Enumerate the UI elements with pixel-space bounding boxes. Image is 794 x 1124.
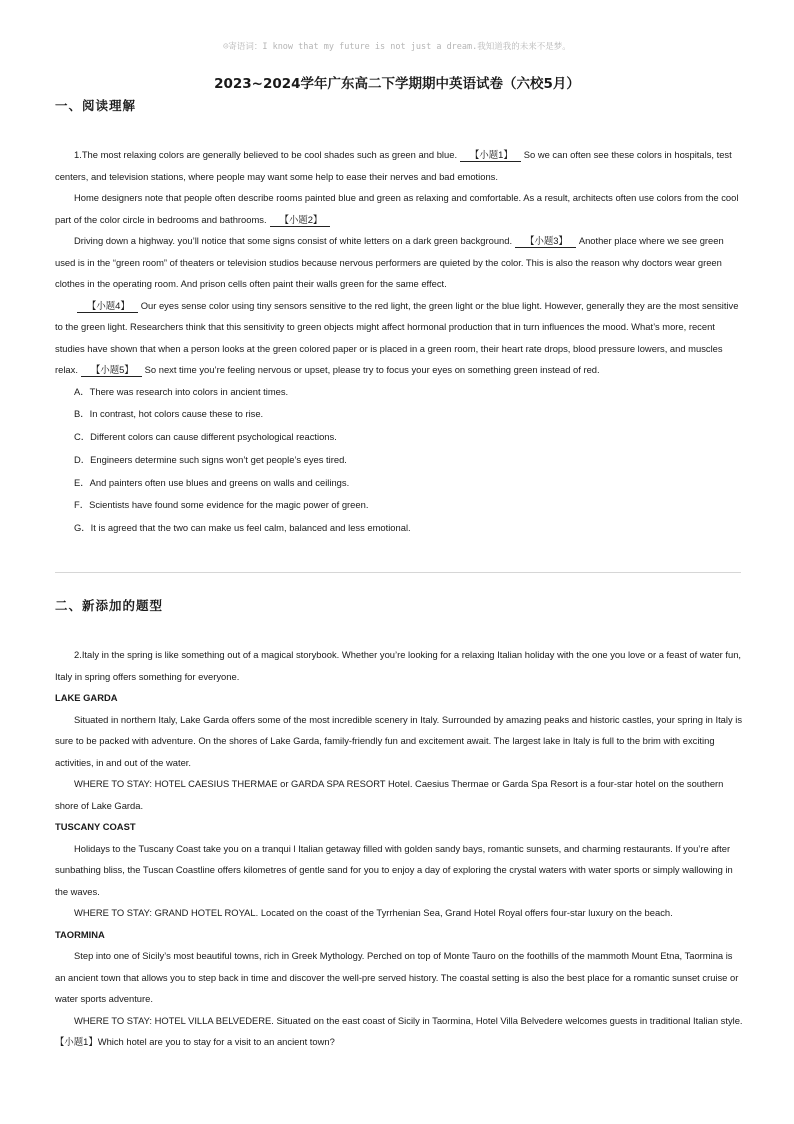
passage-paragraph: [55, 295, 743, 381]
option-b: B．In contrast, hot colors cause these to rise.: [74, 408, 264, 420]
header-motto: ☺寄语词：I know that my future is not just a dream.我知道我的未来不是梦。: [223, 42, 571, 52]
place-title-taormina: TAORMINA: [55, 928, 105, 940]
place-description: Step into one of Sicily’s most beautiful towns, rich in Greek Mythology. Perched on top of Monte Tauro on the foothills of the mammoth Mount Etna, Taormina is an ancient town that allows you to step back in time and discover the well-pre served history. The coastal setting is also the best place for a romantic sunset cruise or water sports adventure.: [55, 950, 739, 1004]
place-description: Holidays to the Tuscany Coast take you on a tranqui l Italian getaway filled with golden sandy bays, romantic sunsets, and charming restaurants. If you’re after sunbathing bliss, the Tuscan Coastline offers kilometres of gentle sand for you to enjoy a day of exploring the crystal waters with water sports or simply wallowing in the waves.: [55, 842, 733, 897]
place-description: Situated in northern Italy, Lake Garda offers some of the most incredible scenery in Italy. Surrounded by amazing peaks and historic castles, your spring in Italy is sure to be packed with adventure. On the shores of Lake Garda, family-friendly fun and excitement await. The largest lake in Italy is full to the brim with exciting activities, in and out of the water.: [55, 713, 743, 768]
option-c: C．Different colors can cause different psychological reactions.: [74, 431, 337, 443]
answer-blank-2[interactable]: 【小题2】: [270, 214, 331, 227]
option-d: D．Engineers determine such signs won’t get people’s eyes tired.: [74, 453, 347, 465]
answer-blank-5[interactable]: 【小题5】: [81, 364, 142, 377]
question-1: 【小题1】Which hotel are you to stay for a visit to an ancient town?: [55, 1036, 335, 1047]
paragraph-text: Home designers note that people often describe rooms painted blue and green as relaxing and comfortable. As a result, architects often use colors from the cool part of the color circle in bedrooms and bathrooms.: [55, 192, 739, 225]
answer-blank-1[interactable]: 【小题1】: [460, 149, 521, 162]
option-g: G．It is agreed that the two can make us feel calm, balanced and less emotional.: [74, 522, 411, 534]
place-stay: WHERE TO STAY: HOTEL VILLA BELVEDERE. Situated on the east coast of Sicily in Taormina, Hotel Villa Belvedere welcomes guests in traditional Italian style.: [74, 1014, 743, 1026]
answer-blank-4[interactable]: 【小题4】: [77, 300, 138, 313]
section-heading-reading: 一、阅读理解: [55, 98, 137, 113]
option-e: E．And painters often use blues and greens on walls and ceilings.: [74, 476, 350, 488]
section-heading-new-type: 二、新添加的题型: [55, 598, 164, 613]
place-title-lake-garda: LAKE GARDA: [55, 692, 118, 703]
reading-passage: [55, 144, 743, 540]
passage-paragraph: [55, 187, 743, 230]
page-title: 2023~2024学年广东高二下学期期中英语试卷（六校5月）: [214, 76, 580, 92]
answer-blank-3[interactable]: 【小题3】: [515, 235, 576, 248]
paragraph-text: 1.The most relaxing colors are generally believed to be cool shades such as green and blue.: [74, 149, 458, 160]
paragraph-text: So we can often see these colors in hospitals, test centers, and television stations, where people may want some help to ease their nerves and bad emotions.: [55, 149, 732, 182]
paragraph-text: Our eyes sense color using tiny sensors sensitive to the red light, the green light or the blue light. However, generally they are the most sensitive to the green light. Researchers think that this sensitivity to green objects might affect hormonal production that in turn influences the mood. What’s more, recent studies have shown that when a person looks at the green colored paper or is placed in a green room, their heart rate drops, blood pressure lowers, and muscles relax.: [55, 299, 739, 375]
place-stay: WHERE TO STAY: GRAND HOTEL ROYAL. Located on the coast of the Tyrrhenian Sea, Grand Hotel Royal offers four-star luxury on the beach.: [74, 907, 673, 918]
italy-passage: [55, 644, 743, 1053]
paragraph-text: So next time you’re feeling nervous or upset, please try to focus your eyes on something green instead of red.: [144, 364, 600, 375]
passage-paragraph: [55, 144, 743, 187]
option-a: A．There was research into colors in ancient times.: [74, 385, 289, 397]
paragraph-text: Driving down a highway. you’ll notice that some signs consist of white letters on a dark green background.: [74, 235, 513, 246]
passage-intro: 2.Italy in the spring is like something out of a magical storybook. Whether you’re looking for a relaxing Italian holiday with the one you love or a feast of water fun, Italy in spring offers something for everyone.: [55, 649, 742, 682]
option-f: F．Scientists have found some evidence for the magic power of green.: [74, 499, 369, 511]
paragraph-text: Another place where we see green used is in the “green room” of theaters or television studios because nervous performers are quieted by the color. This is also the reason why doctors wear green clothes in the operating room. And prison cells often paint their walls green for the same effect.: [55, 235, 724, 289]
place-title-tuscany-coast: TUSCANY COAST: [55, 821, 136, 832]
place-stay: WHERE TO STAY: HOTEL CAESIUS THERMAE or GARDA SPA RESORT Hotel. Caesius Thermae or Garda Spa Resort is a four-star hotel on the southern shore of Lake Garda.: [55, 778, 724, 811]
passage-paragraph: [55, 230, 743, 295]
section-divider: [55, 572, 741, 573]
options-list: [55, 381, 743, 541]
